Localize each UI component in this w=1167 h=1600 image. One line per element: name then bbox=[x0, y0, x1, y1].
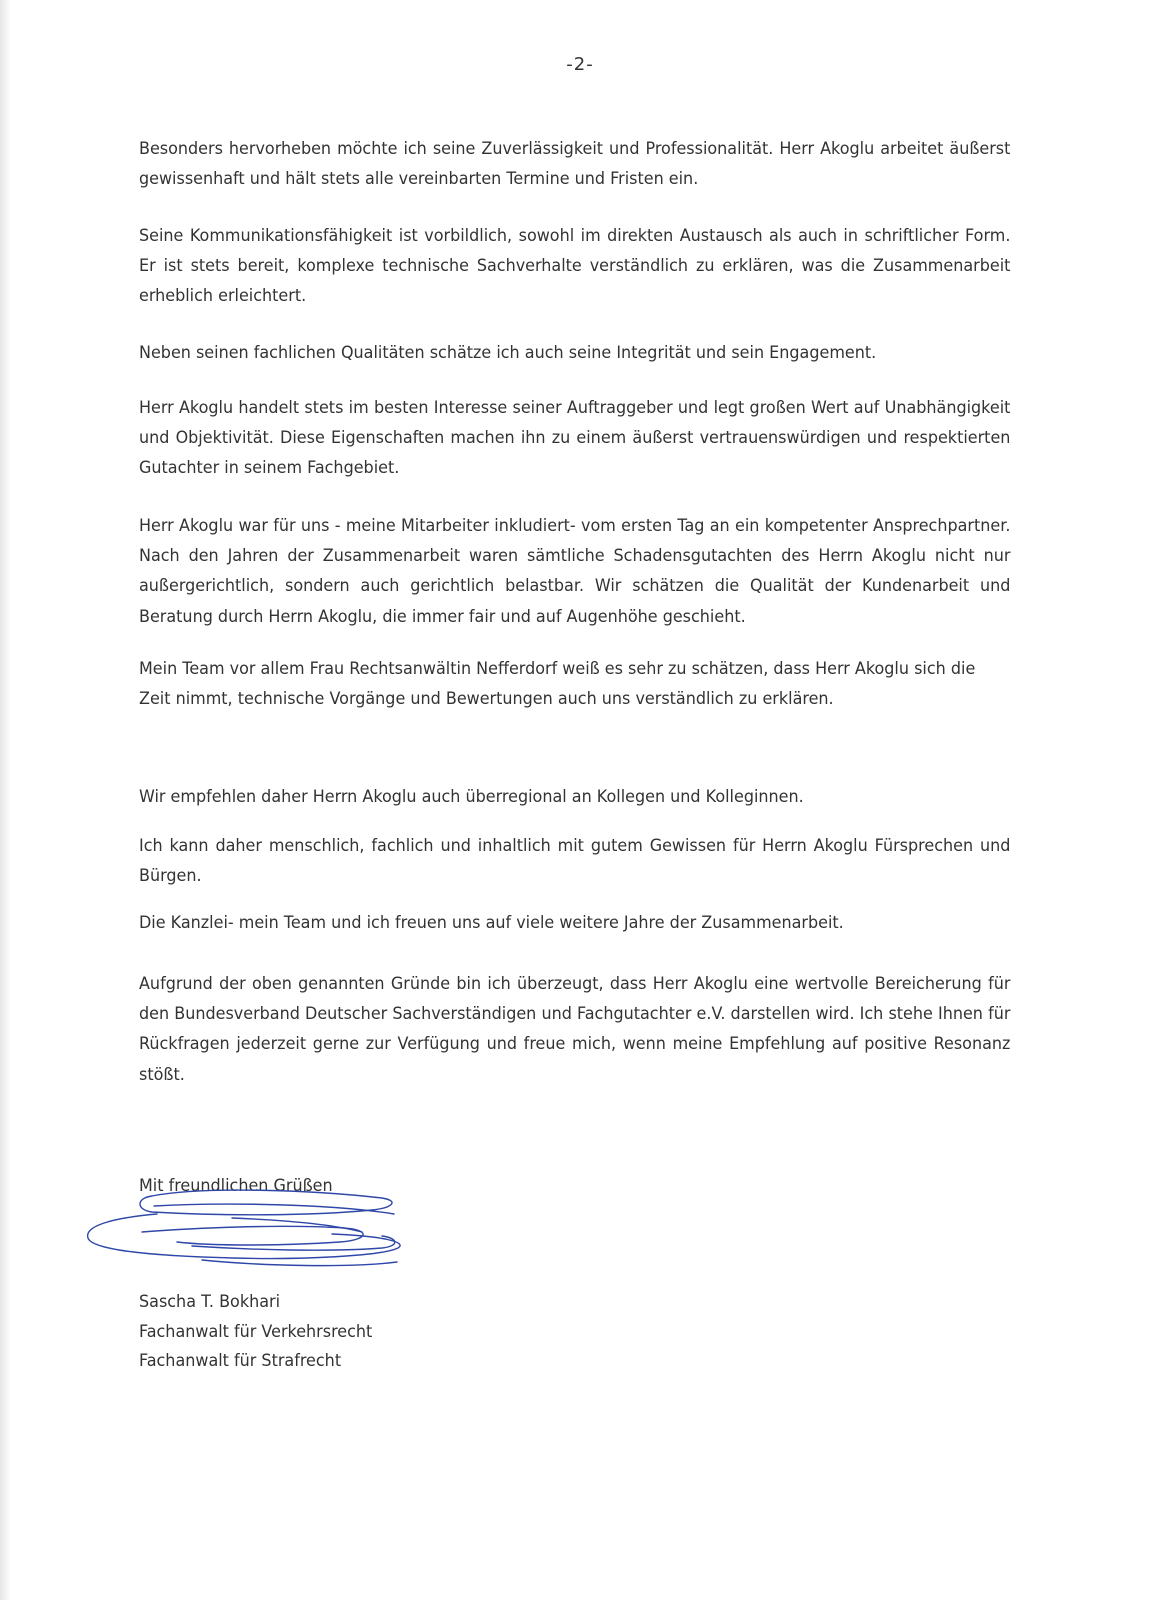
closing-salutation: Mit freundlichen Grüßen bbox=[139, 1176, 333, 1196]
signature-block bbox=[139, 1288, 372, 1377]
paragraph-conclusion: Aufgrund der oben genannten Gründe bin ich überzeugt, dass Herr Akoglu eine wertvolle Bereicherung für den Bundesverband Deutscher Sachverständigen und Fachgutachter e.V. darstellen wird. Ich stehe Ihnen für Rückfragen jederzeit gerne zur Verfügung und freue mich, wenn meine Empfehlung auf positive Resonanz stößt. bbox=[139, 974, 1011, 1085]
signer-name: Sascha T. Bokhari bbox=[139, 1292, 281, 1312]
paragraph-communication: Seine Kommunikationsfähigkeit ist vorbildlich, sowohl im direkten Austausch als auch in schriftlicher Form. Er ist stets bereit, komplexe technische Sachverhalte verständlich zu erklären, was die Zusammenarbeit erheblich erleichtert. bbox=[139, 226, 1011, 307]
paragraph-future: Die Kanzlei- mein Team und ich freuen uns auf viele weitere Jahre der Zusammenarbeit. bbox=[139, 913, 844, 933]
paragraph-independence: Herr Akoglu handelt stets im besten Interesse seiner Auftraggeber und legt großen Wert auf Unabhängigkeit und Objektivität. Diese Eigenschaften machen ihn zu einem äußerst vertrauenswürdigen und respektierten Gutachter in seinem Fachgebiet. bbox=[139, 398, 1011, 479]
handwritten-signature-icon bbox=[82, 1188, 422, 1276]
paragraph-integrity: Neben seinen fachlichen Qualitäten schätze ich auch seine Integrität und sein Engagement. bbox=[139, 343, 877, 363]
signer-title-criminal-law: Fachanwalt für Strafrecht bbox=[139, 1351, 342, 1371]
paragraph-reliability: Besonders hervorheben möchte ich seine Zuverlässigkeit und Professionalität. Herr Akoglu arbeitet äußerst gewissenhaft und hält stets alle vereinbarten Termine und Fristen ein. bbox=[139, 139, 1011, 190]
paragraph-endorsement: Ich kann daher menschlich, fachlich und inhaltlich mit gutem Gewissen für Herrn Akoglu Fürsprechen und Bürgen. bbox=[139, 836, 1011, 887]
paragraph-cooperation: Herr Akoglu war für uns - meine Mitarbeiter inkludiert- vom ersten Tag an ein kompetenter Ansprechpartner. Nach den Jahren der Zusammenarbeit waren sämtliche Schadensgutachten des Herrn Akoglu nicht nur außergerichtlich, sondern auch gerichtlich belastbar. Wir schätzen die Qualität der Kundenarbeit und Beratung durch Herrn Akoglu, die immer fair und auf Augenhöhe geschieht. bbox=[139, 516, 1011, 627]
paragraph-recommendation: Wir empfehlen daher Herrn Akoglu auch überregional an Kollegen und Kolleginnen. bbox=[139, 787, 804, 807]
paragraph-team: Mein Team vor allem Frau Rechtsanwältin Nefferdorf weiß es sehr zu schätzen, dass Herr Akoglu sich die Zeit nimmt, technische Vorgänge und Bewertungen auch uns verständlich zu erklären. bbox=[139, 659, 976, 710]
page-number: -2- bbox=[566, 54, 594, 75]
signer-title-traffic-law: Fachanwalt für Verkehrsrecht bbox=[139, 1321, 373, 1342]
